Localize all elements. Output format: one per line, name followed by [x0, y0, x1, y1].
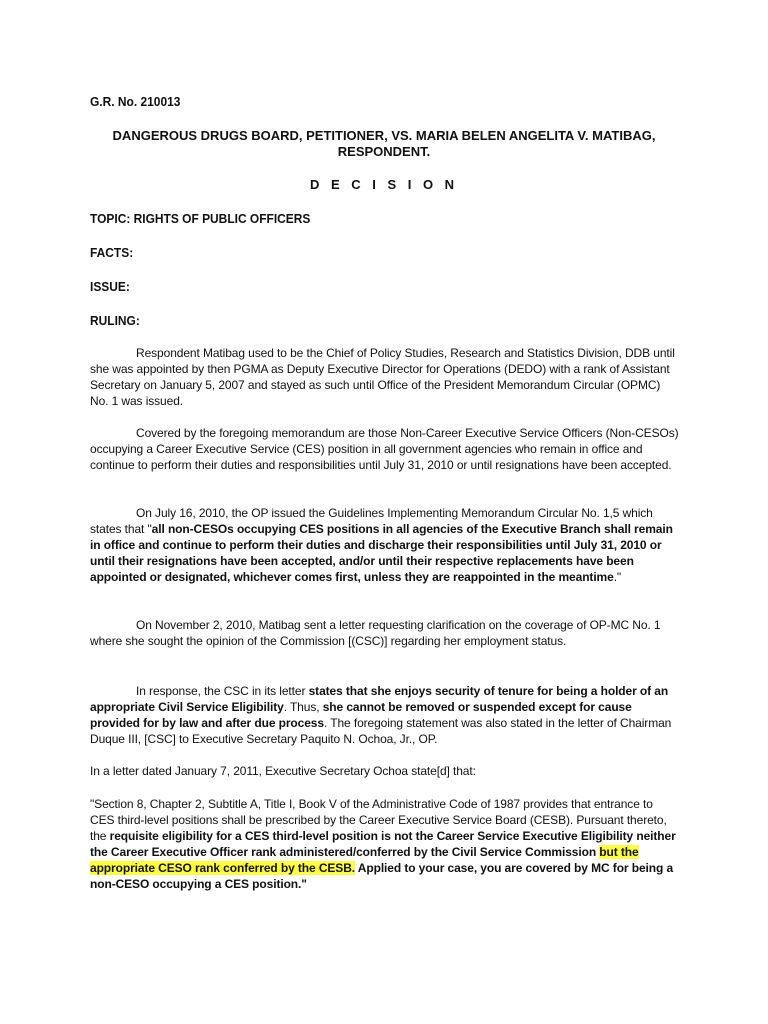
guidelines-quote-end: ." — [613, 570, 622, 584]
facts-heading: FACTS: — [90, 245, 134, 260]
case-number: G.R. No. 210013 — [90, 94, 181, 109]
section8-applied-bold: Applied to your case, you are covered by MC for being a non-CESO occupying a CES position." — [90, 861, 674, 891]
highlighted-ceso-rank: but the appropriate CESO rank conferred by the CESB. — [90, 845, 639, 875]
guidelines-intro-text: On July 16, 2010, the OP issued the Guidelines Implementing Memorandum Circular No. 1,5 which states that " — [90, 506, 653, 536]
ruling-heading: RULING: — [90, 313, 140, 328]
paragraph-coverage: Covered by the foregoing memorandum are those Non-Career Executive Service Officers (Non-CESOs) occupying a Career Executive Service (CES) position in all government agencies who remain in office and continue to perform their duties and responsibilities until July 31, 2010 or until resignations have been accepted. — [90, 426, 679, 472]
paragraph-background: Respondent Matibag used to be the Chief of Policy Studies, Research and Statistics Division, DDB until she was appointed by then PGMA as Deputy Executive Director for Operations (DEDO) with a rank of Assistant Secretary on January 5, 2007 and stayed as such until Office of the President Memorandum Circular (OPMC) No. 1 was issued. — [90, 346, 675, 408]
paragraph-guidelines — [90, 505, 680, 585]
paragraph-ochoa-letter: In a letter dated January 7, 2011, Executive Secretary Ochoa state[d] that: — [90, 764, 476, 778]
csc-response-end: . The foregoing statement was also stated in the letter of Chairman Duque III, [CSC] to Executive Secretary Paquito N. Ochoa, Jr., OP. — [90, 716, 672, 746]
case-title: DANGEROUS DRUGS BOARD, PETITIONER, VS. MARIA BELEN ANGELITA V. MATIBAG, RESPONDENT. — [112, 128, 656, 159]
paragraph-clarification: On November 2, 2010, Matibag sent a letter requesting clarification on the coverage of OP-MC No. 1 where she sought the opinion of the Commission [(CSC)] regarding her employment status. — [90, 618, 661, 648]
paragraph-csc-response — [90, 683, 680, 747]
csc-response-intro: In response, the CSC in its letter — [136, 684, 309, 698]
section8-eligibility-bold: requisite eligibility for a CES third-level position is not the Career Service Executive Eligibility neither the Career Executive Officer rank administered/conferred by the Civil Service Commission — [90, 829, 676, 859]
decision-label: D E C I S I O N — [309, 177, 459, 192]
guidelines-quote-bold: all non-CESOs occupying CES positions in all agencies of the Executive Branch shall remain in office and continue to perform their duties and discharge their responsibilities until July 31, 2010 or until their resignations have been accepted, and/or until their respective replacements have been appointed or designated, whichever comes first, unless they are reappointed in the meantime — [90, 522, 673, 584]
csc-removal-bold: she cannot be removed or suspended except for cause provided for by law and after due process — [90, 700, 632, 730]
section8-intro: "Section 8, Chapter 2, Subtitle A, Title I, Book V of the Administrative Code of 1987 provides that entrance to CES third-level positions shall be prescribed by the Career Executive Service Board (CESB). Pursuant thereto, the — [90, 797, 667, 843]
csc-tenure-bold: states that she enjoys security of tenure for being a holder of an appropriate Civil Service Eligibility — [90, 684, 669, 714]
csc-thus-text: . Thus, — [283, 700, 323, 714]
paragraph-section8-quote — [90, 796, 680, 892]
topic-heading: TOPIC: RIGHTS OF PUBLIC OFFICERS — [90, 211, 311, 226]
issue-heading: ISSUE: — [90, 279, 130, 294]
